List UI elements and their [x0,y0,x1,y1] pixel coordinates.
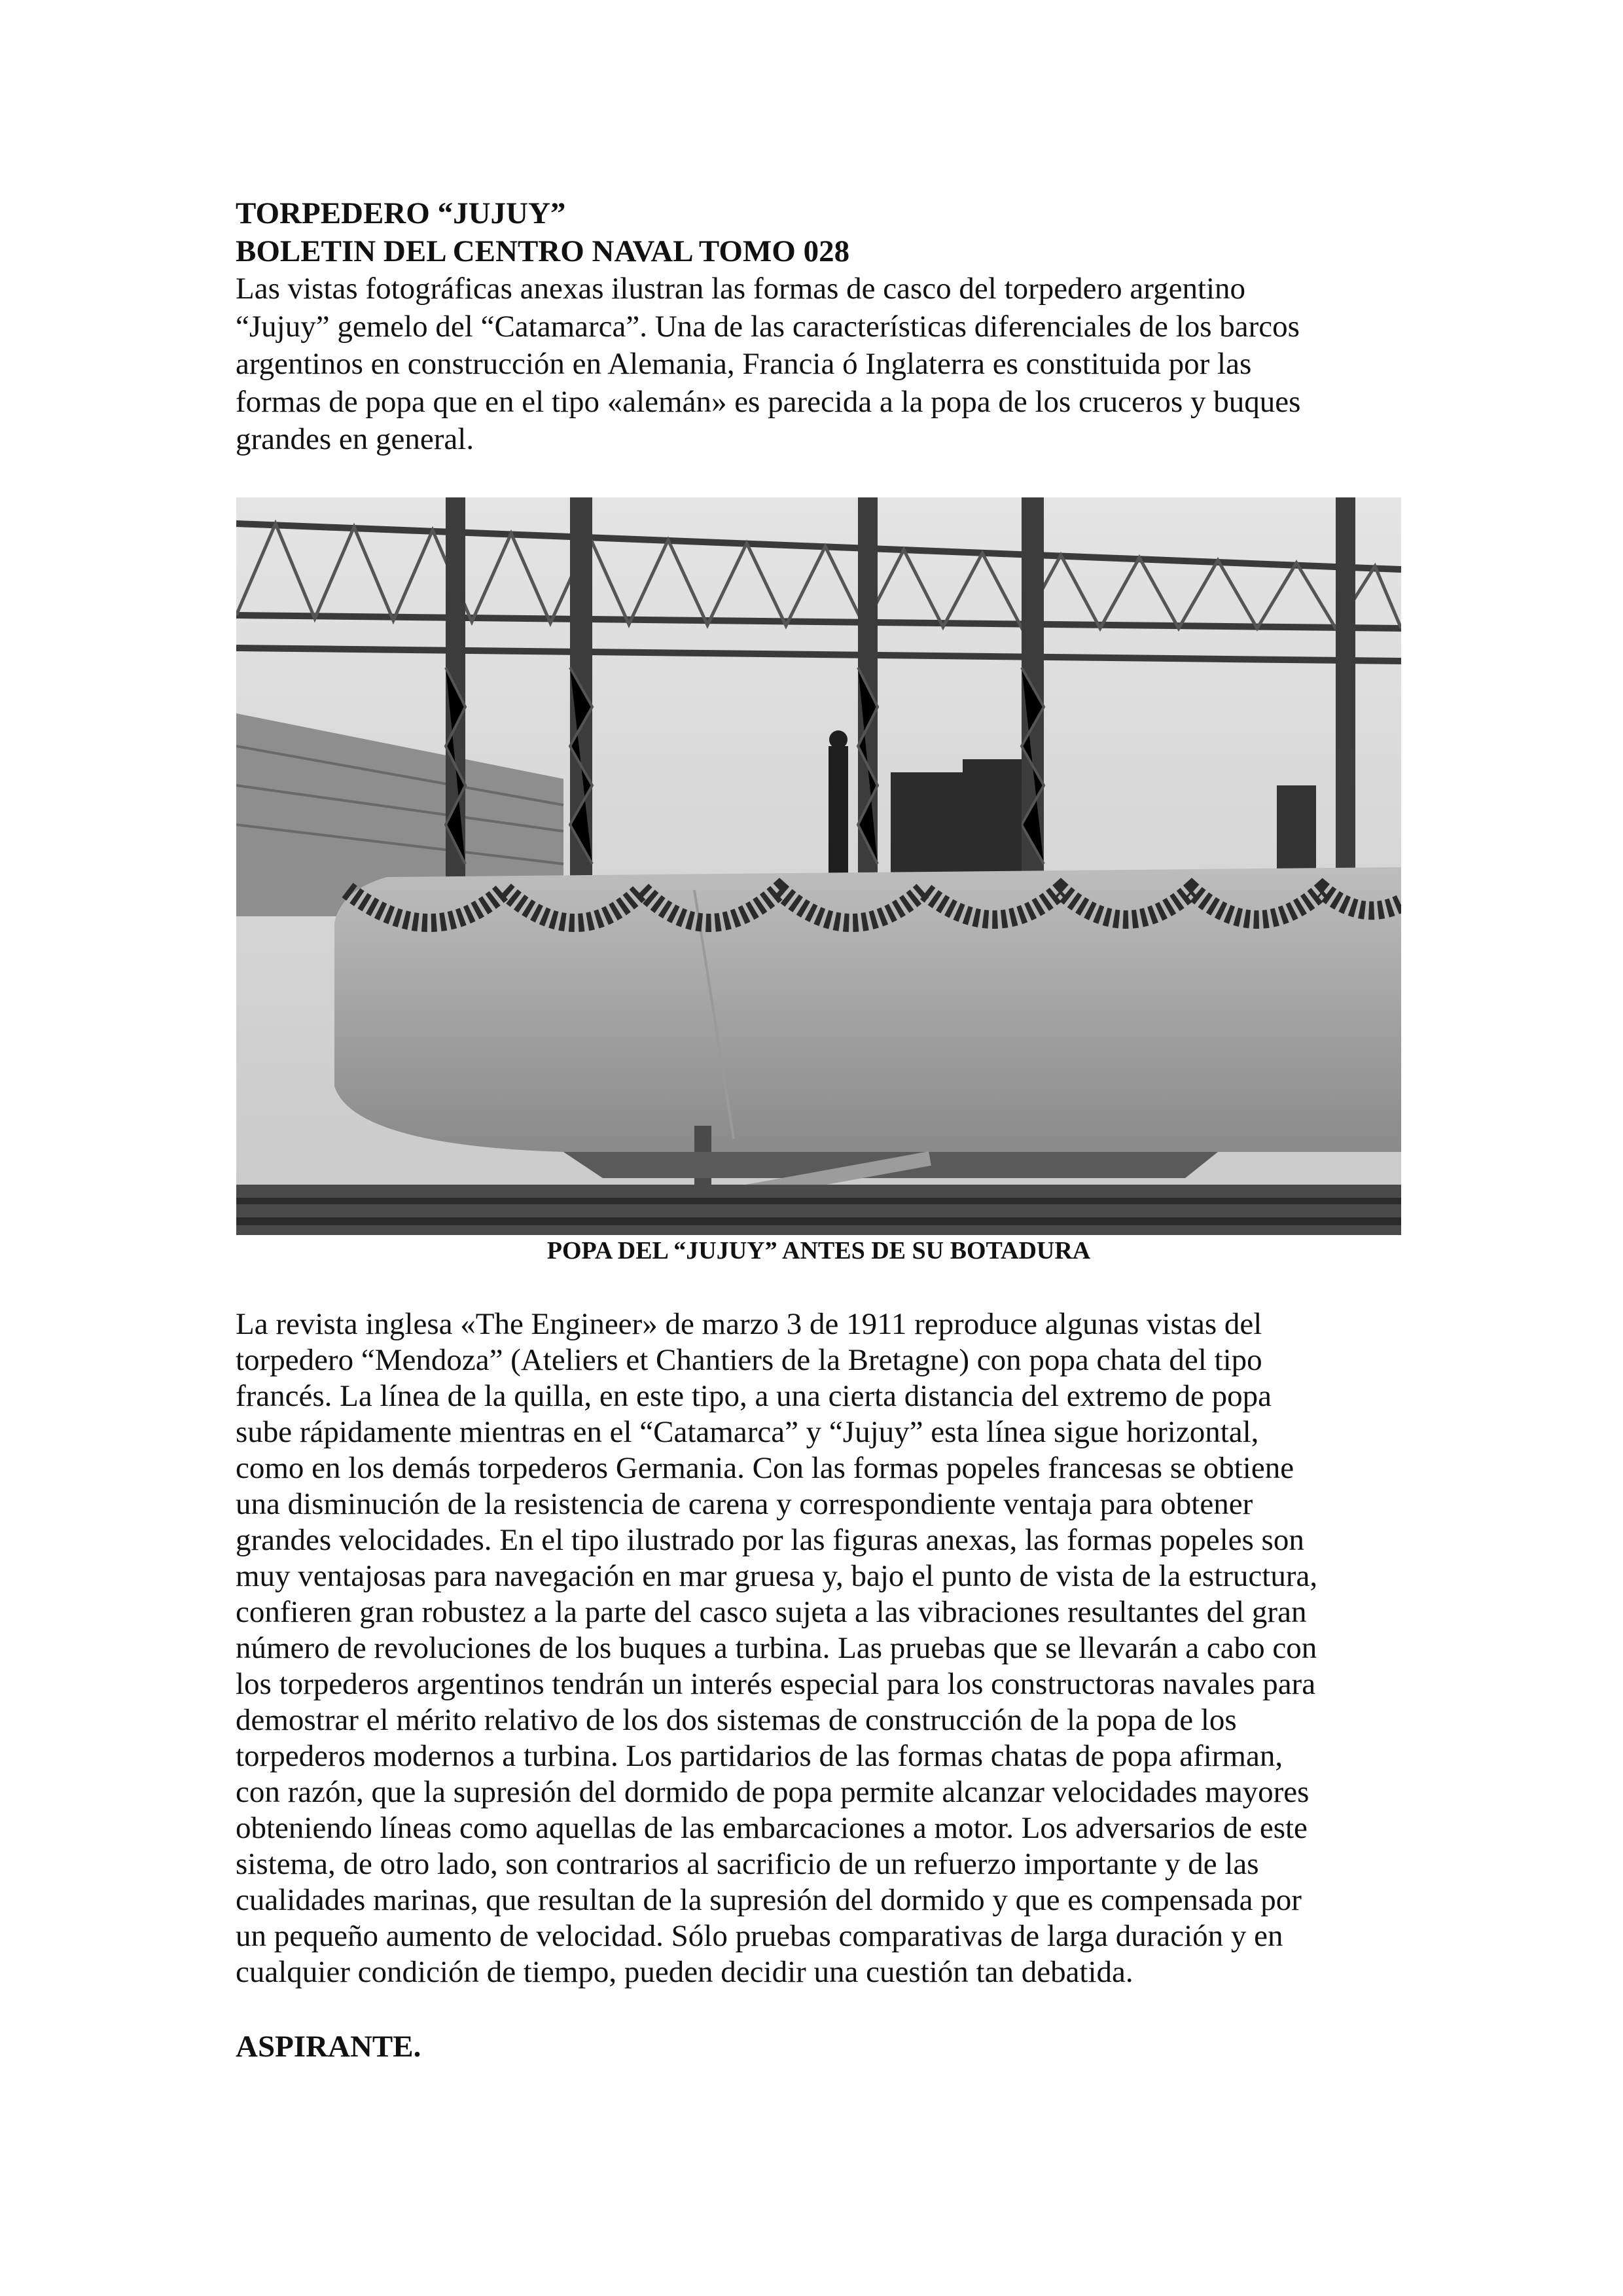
body-line: los torpederos argentinos tendrán un interés especial para los constructoras navales para [236,1667,1316,1701]
body-line: una disminución de la resistencia de carena y correspondiente ventaja para obtener [236,1487,1253,1521]
body-line: muy ventajosas para navegación en mar gruesa y, bajo el punto de vista de la estructura, [236,1559,1318,1593]
document-subtitle: BOLETIN DEL CENTRO NAVAL TOMO 028 [236,234,850,268]
body-line: obteniendo líneas como aquellas de las embarcaciones a motor. Los adversarios de este [236,1811,1308,1845]
intro-line: Las vistas fotográficas anexas ilustran las formas de casco del torpedero argentino [236,272,1246,306]
ship-photo [236,497,1401,1235]
intro-line: argentinos en construcción en Alemania, Francia ó Inglaterra es constituida por las [236,347,1252,381]
intro-line: grandes en general. [236,422,474,456]
body-line: confieren gran robustez a la parte del casco sujeta a las vibraciones resultantes del gran [236,1595,1307,1629]
body-line: número de revoluciones de los buques a turbina. Las pruebas que se llevarán a cabo con [236,1631,1317,1665]
author-signature: ASPIRANTE. [236,2030,421,2064]
document-title: TORPEDERO “JUJUY” [236,196,566,230]
body-line: como en los demás torpederos Germania. Con las formas popeles francesas se obtiene [236,1451,1294,1485]
body-line: La revista inglesa «The Engineer» de marzo 3 de 1911 reproduce algunas vistas del [236,1307,1262,1341]
torpedo-boat-stern-image [236,497,1401,1235]
body-line: sistema, de otro lado, son contrarios al sacrificio de un refuerzo importante y de las [236,1847,1259,1881]
body-line: demostrar el mérito relativo de los dos sistemas de construcción de la popa de los [236,1703,1237,1737]
body-line: grandes velocidades. En el tipo ilustrado por las figuras anexas, las formas popeles son [236,1523,1304,1557]
body-line: francés. La línea de la quilla, en este tipo, a una cierta distancia del extremo de popa [236,1379,1272,1413]
body-line: un pequeño aumento de velocidad. Sólo pruebas comparativas de larga duración y en [236,1919,1283,1953]
body-line: torpedero “Mendoza” (Ateliers et Chantiers de la Bretagne) con popa chata del tipo [236,1343,1262,1377]
intro-section [236,195,1300,459]
body-section [236,1306,1317,1990]
body-line: torpederos modernos a turbina. Los partidarios de las formas chatas de popa afirman, [236,1739,1283,1773]
body-line: cualquier condición de tiempo, pueden decidir una cuestión tan debatida. [236,1955,1133,1989]
photo-caption: POPA DEL “JUJUY” ANTES DE SU BOTADURA [546,1237,1091,1265]
intro-line: formas de popa que en el tipo «alemán» es parecida a la popa de los cruceros y buques [236,384,1301,419]
body-line: con razón, que la supresión del dormido de popa permite alcanzar velocidades mayores [236,1775,1310,1809]
body-line: sube rápidamente mientras en el “Catamarca” y “Jujuy” esta línea sigue horizontal, [236,1415,1259,1449]
body-line: cualidades marinas, que resultan de la supresión del dormido y que es compensada por [236,1883,1302,1917]
intro-line: “Jujuy” gemelo del “Catamarca”. Una de las características diferenciales de los barcos [236,309,1300,344]
